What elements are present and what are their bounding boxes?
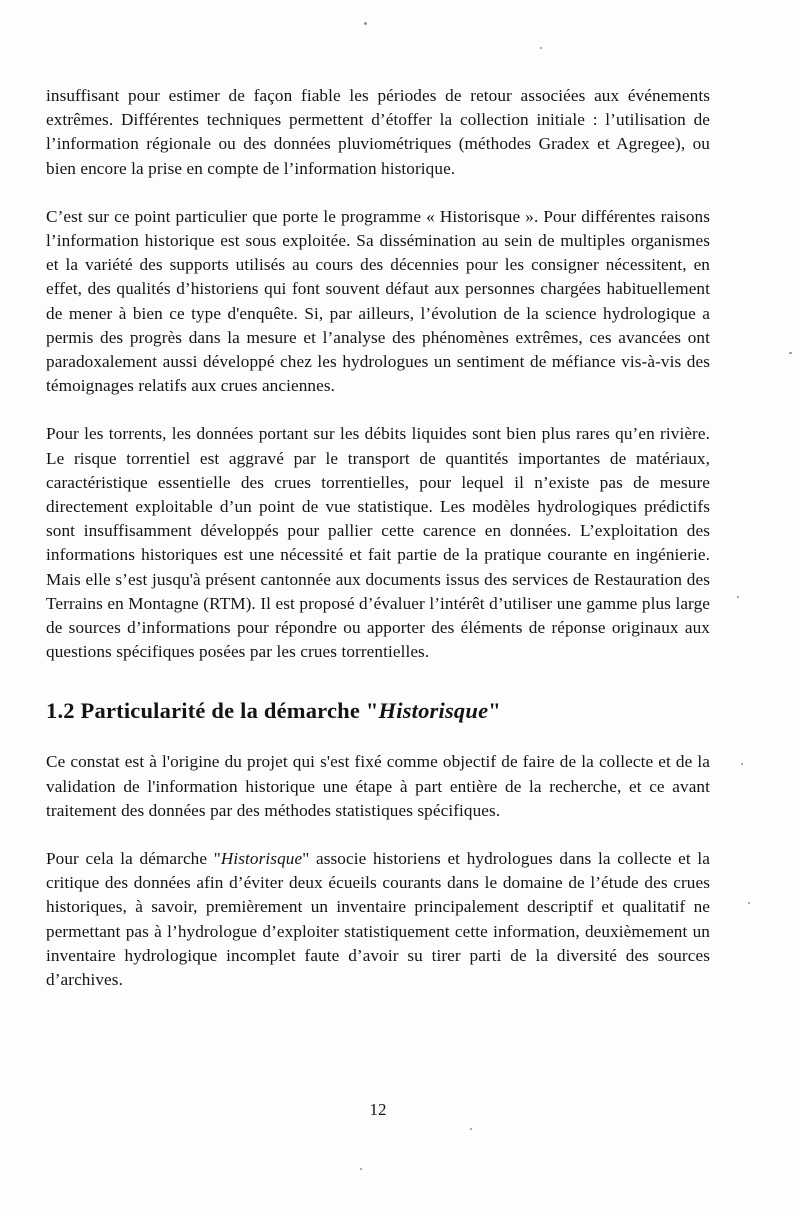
paragraph-intro-continuation: insuffisant pour estimer de façon fiable les périodes de retour associées aux événements extrêmes. Différentes techniques permettent d’étoffer la collection initiale : l’utilisation de l’information régionale ou des données pluviométriques (méthodes Gradex et Agregee), ou bien encore la prise en compte de l’information historique. [46,86,710,178]
scan-speck [360,1168,362,1170]
scan-speck [748,902,750,904]
paragraph-demarche-post: " associe historiens et hydrologues dans la collecte et la critique des données afin d’éviter deux écueils courants dans le domaine de l’étude des crues historiques, à savoir, premièrement un inventaire principalement descriptif et qualitatif ne permettant pas à l’hydrologue d’exploiter statistiquement cette information, deuxièmement un inventaire hydrologique incomplet faute d’avoir su tirer parti de la diversité des sources d’archives. [46,849,711,990]
paragraph-demarche [46,847,710,992]
paragraph-torrents: Pour les torrents, les données portant sur les débits liquides sont bien plus rares qu’en rivière. Le risque torrentiel est aggravé par le transport de quantités importantes de matériaux, caractéristique essentielle des crues torrentielles, pour lequel il n’existe pas de mesure directement exploitable d’un point de vue statistique. Les modèles hydrologiques prédictifs sont insuffisamment développés pour pallier cette carence en données. L’exploitation des informations historiques est une nécessité et fait partie de la pratique courante en ingénierie. Mais elle s’est jusqu'à présent cantonnée aux documents issus des services de Restauration des Terrains en Montagne (RTM). Il est proposé d’évaluer l’intérêt d’utiliser une gamme plus large de sources d’informations pour répondre ou apporter des éléments de réponse originaux aux questions spécifiques posées par les crues torrentielles. [46,424,710,662]
paragraph-demarche-pre: Pour cela la démarche " [46,849,221,869]
scan-speck [364,22,367,25]
scan-speck [470,1128,472,1130]
paragraph-constat: Ce constat est à l'origine du projet qui s'est fixé comme objectif de faire de la collecte et de la validation de l'information historique une étape à part entière de la recherche, et ce avant traitement des données par des méthodes statistiques spécifiques. [46,752,710,820]
paragraph-demarche-italic: Historisque [220,849,303,869]
heading-text-pre: 1.2 Particularité de la démarche " [46,698,379,724]
scan-speck [540,47,542,49]
section-heading-1-2 [46,698,710,724]
page-number: 12 [369,1100,387,1119]
paragraph-programme-historisque: C’est sur ce point particulier que porte le programme « Historisque ». Pour différentes raisons l’information historique est sous exploitée. Sa dissémination au sein de multiples organismes et la variété des supports utilisés au cours des décennies pour les consigner nécessitent, en effet, des qualités d’historiens qui font souvent défaut aux personnes chargées habituellement de mener à bien ce type d'enquête. Si, par ailleurs, l’évolution de la science hydrologique a permis des progrès dans la mesure et l’analyse des phénomènes extrêmes, ces avancées ont paradoxalement aussi développé chez les hydrologues un sentiment de méfiance vis-à-vis des témoignages relatifs aux crues anciennes. [46,206,710,396]
scan-speck [741,763,743,765]
heading-text-italic: Historisque [378,698,489,724]
heading-text-post: " [488,698,501,724]
scan-speck [789,352,792,354]
scan-speck [737,596,739,598]
